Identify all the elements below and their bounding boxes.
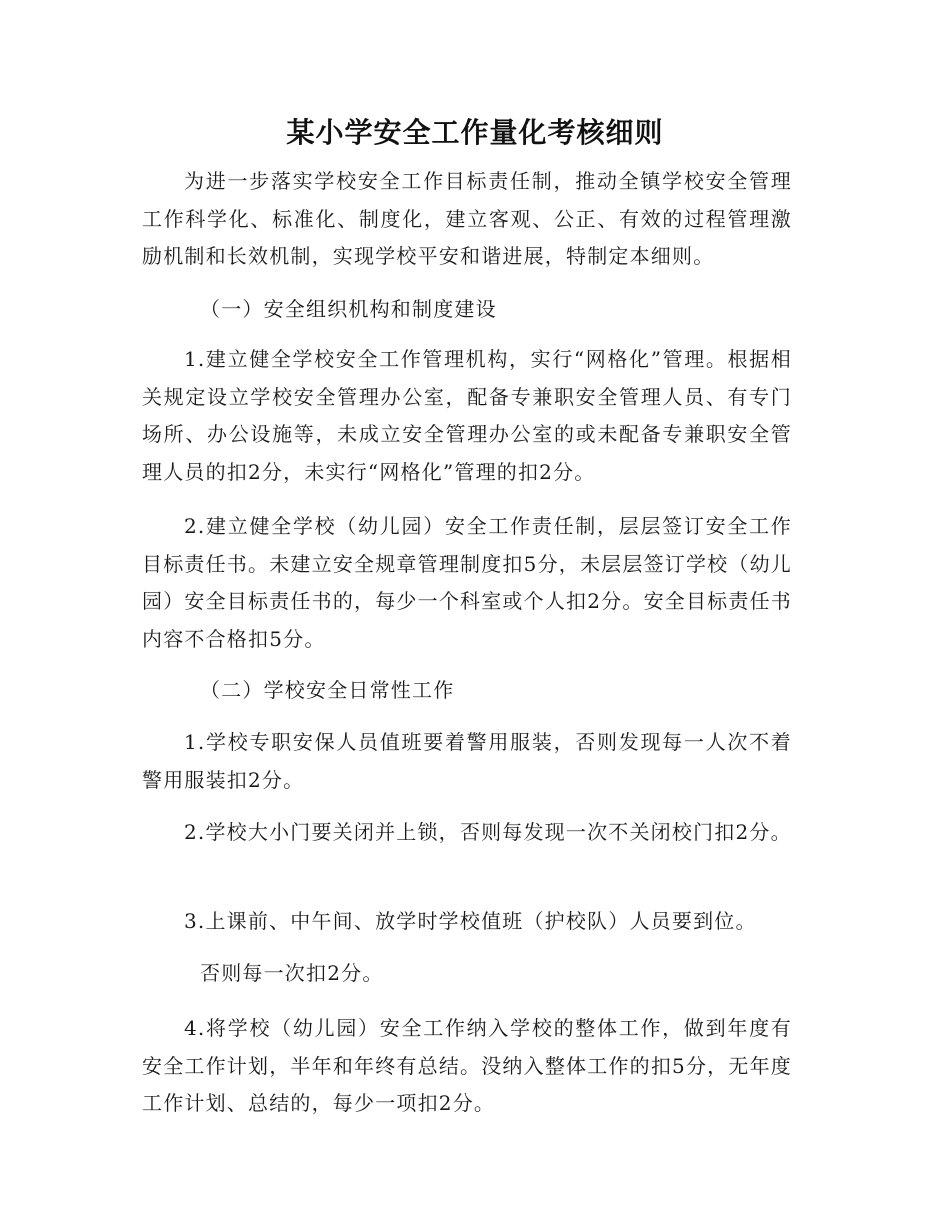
section-1-item-1: 1.建立健全学校安全工作管理机构，实行“网格化”管理。根据相关规定设立学校安全管理办公室，配备专兼职安全管理人员、有专门场所、办公设施等，未成立安全管理办公室的或未配备专兼职安全管理人员的扣2分，未实行“网格化”管理的扣2分。 [142,347,792,484]
section-2-item-4: 4.将学校（幼儿园）安全工作纳入学校的整体工作，做到年度有安全工作计划，半年和年终有总结。没纳入整体工作的扣5分，无年度工作计划、总结的，每少一项扣2分。 [142,1016,792,1115]
section-1-item-2: 2.建立健全学校（幼儿园）安全工作责任制，层层签订安全工作目标责任书。未建立安全规章管理制度扣5分，未层层签订学校（幼儿园）安全目标责任书的，每少一个科室或个人扣2分。安全目标责任书内容不合格扣5分。 [142,514,792,651]
section-2-item-3-continued: 否则每一次扣2分。 [200,961,384,985]
section-heading-1: （一）安全组织机构和制度建设 [200,297,497,321]
section-2-item-2: 2.学校大小门要关闭并上锁，否则每发现一次不关闭校门扣2分。 [184,820,792,844]
section-2-item-1: 1.学校专职安保人员值班要着警用服装，否则发现每一人次不着警用服装扣2分。 [142,730,792,792]
section-2-item-3: 3.上课前、中午间、放学时学校值班（护校队）人员要到位。 [184,909,757,933]
intro-paragraph: 为进一步落实学校安全工作目标责任制，推动全镇学校安全管理工作科学化、标准化、制度化，建立客观、公正、有效的过程管理激励机制和长效机制，实现学校平安和谐进展，特制定本细则。 [142,169,792,268]
section-heading-2: （二）学校安全日常性工作 [200,678,455,702]
document-title: 某小学安全工作量化考核细则 [286,116,664,149]
